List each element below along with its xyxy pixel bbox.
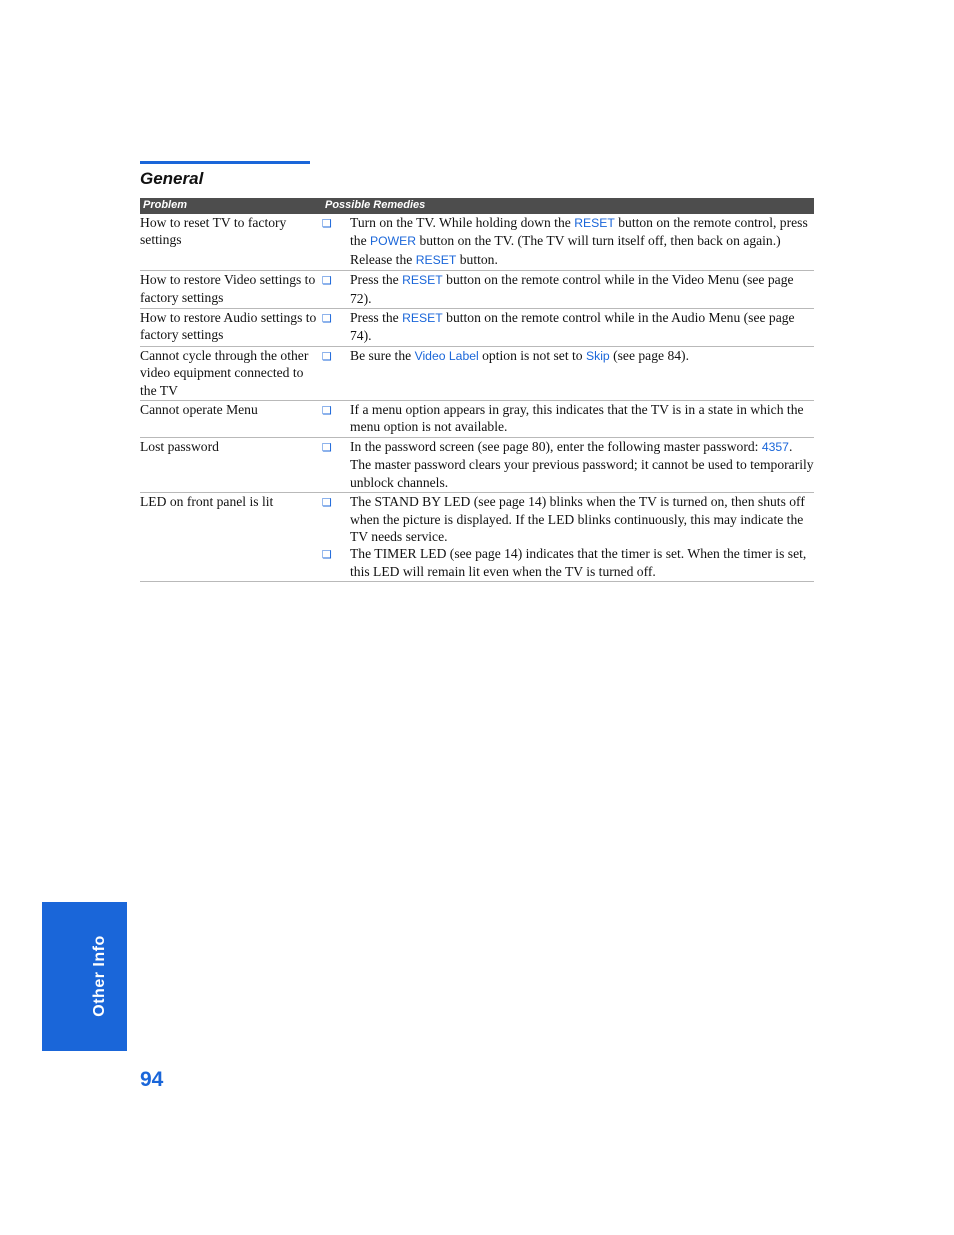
remedy-text-segment: Press the <box>350 310 403 326</box>
button-keyword: RESET <box>402 273 443 288</box>
remedies-cell <box>322 401 814 436</box>
remedy-text <box>350 493 814 545</box>
checkbox-bullet-icon: ❑ <box>322 440 332 454</box>
section-accent-rule <box>140 161 310 164</box>
column-header-problem: Problem <box>143 199 188 212</box>
remedy-text-segment: button on the TV. (The TV will turn itself off, then back on again.) Release the <box>350 233 781 267</box>
checkbox-bullet-icon: ❑ <box>322 548 332 562</box>
remedy-text-segment: Press the <box>350 272 403 288</box>
table-row <box>140 347 814 401</box>
remedy-text-segment: Be sure the <box>350 347 415 363</box>
remedy-item <box>322 438 814 491</box>
remedies-cell <box>322 309 814 345</box>
side-tab <box>42 902 127 1051</box>
remedy-text <box>350 214 814 269</box>
remedy-text-segment: . The master password clears your previous password; it cannot be used to temporarily unblock channels. <box>350 438 814 490</box>
button-keyword: RESET <box>574 216 615 230</box>
remedy-text <box>350 545 814 580</box>
table-header <box>140 198 814 214</box>
remedy-text <box>350 271 814 307</box>
table-body <box>140 214 814 582</box>
table-row <box>140 401 814 438</box>
problem-cell: How to reset TV to factory settings <box>140 215 287 248</box>
remedy-text-segment: If a menu option appears in gray, this indicates that the TV is in a state in which the menu option is not available. <box>350 402 804 435</box>
table-row <box>140 271 814 309</box>
remedies-cell <box>322 271 814 307</box>
remedy-text-segment: The TIMER LED (see page 14) indicates that the timer is set. When the timer is set, this LED will remain lit even when the TV is turned off. <box>350 546 807 579</box>
remedy-text-segment: button on the remote control while in the Audio Menu (see page 74). <box>350 310 795 344</box>
table-row <box>140 493 814 582</box>
remedy-text-segment: (see page 84). <box>609 347 689 363</box>
remedy-text-segment: The STAND BY LED (see page 14) blinks when the TV is turned on, then shuts off when the picture is displayed. If the LED blinks continuously, this may indicate the TV needs service. <box>350 494 805 544</box>
problem-cell: How to restore Video settings to factory settings <box>140 272 316 305</box>
table-row <box>140 438 814 493</box>
remedy-text <box>350 347 814 365</box>
checkbox-bullet-icon: ❑ <box>322 496 332 510</box>
remedy-text-segment: button. <box>456 251 498 267</box>
problem-cell: Cannot operate Menu <box>140 402 258 418</box>
page-number: 94 <box>140 1068 164 1091</box>
section-title: General <box>140 169 204 188</box>
side-tab-label: Other Info <box>91 935 108 1017</box>
remedy-text-segment: In the password screen (see page 80), enter the following master password: <box>350 438 762 454</box>
remedy-item <box>322 401 814 436</box>
column-header-remedies: Possible Remedies <box>325 199 426 212</box>
remedy-item <box>322 545 814 580</box>
remedies-cell <box>322 214 814 269</box>
remedy-item <box>322 271 814 307</box>
remedy-text-segment: option is not set to <box>478 347 586 363</box>
button-keyword: 4357 <box>761 439 789 454</box>
checkbox-bullet-icon: ❑ <box>322 349 332 363</box>
button-keyword: Video Label <box>414 348 479 363</box>
troubleshooting-table <box>140 198 814 582</box>
table-row <box>140 214 814 271</box>
checkbox-bullet-icon: ❑ <box>322 312 332 326</box>
remedy-item <box>322 309 814 345</box>
checkbox-bullet-icon: ❑ <box>322 404 332 418</box>
remedies-cell <box>322 493 814 580</box>
button-keyword: POWER <box>370 234 417 249</box>
problem-cell: How to restore Audio settings to factory settings <box>140 310 317 343</box>
problem-cell: Cannot cycle through the other video equipment connected to the TV <box>140 347 309 398</box>
remedies-cell <box>322 347 814 399</box>
button-keyword: RESET <box>415 252 457 267</box>
button-keyword: Skip <box>585 348 610 363</box>
problem-cell: Lost password <box>140 438 219 454</box>
remedy-text <box>350 438 814 491</box>
checkbox-bullet-icon: ❑ <box>322 217 332 230</box>
remedy-item <box>322 214 814 269</box>
remedy-text <box>350 309 814 345</box>
checkbox-bullet-icon: ❑ <box>322 274 332 288</box>
remedy-item <box>322 347 814 365</box>
problem-cell: LED on front panel is lit <box>140 494 274 510</box>
table-row <box>140 309 814 347</box>
remedy-text-segment: button on the remote control, press the <box>350 215 808 249</box>
button-keyword: RESET <box>402 311 443 326</box>
remedies-cell <box>322 438 814 491</box>
remedy-text-segment: Turn on the TV. While holding down the <box>350 215 575 230</box>
remedy-item <box>322 493 814 545</box>
remedy-text <box>350 401 814 436</box>
remedy-text-segment: button on the remote control while in the Video Menu (see page 72). <box>350 272 794 306</box>
